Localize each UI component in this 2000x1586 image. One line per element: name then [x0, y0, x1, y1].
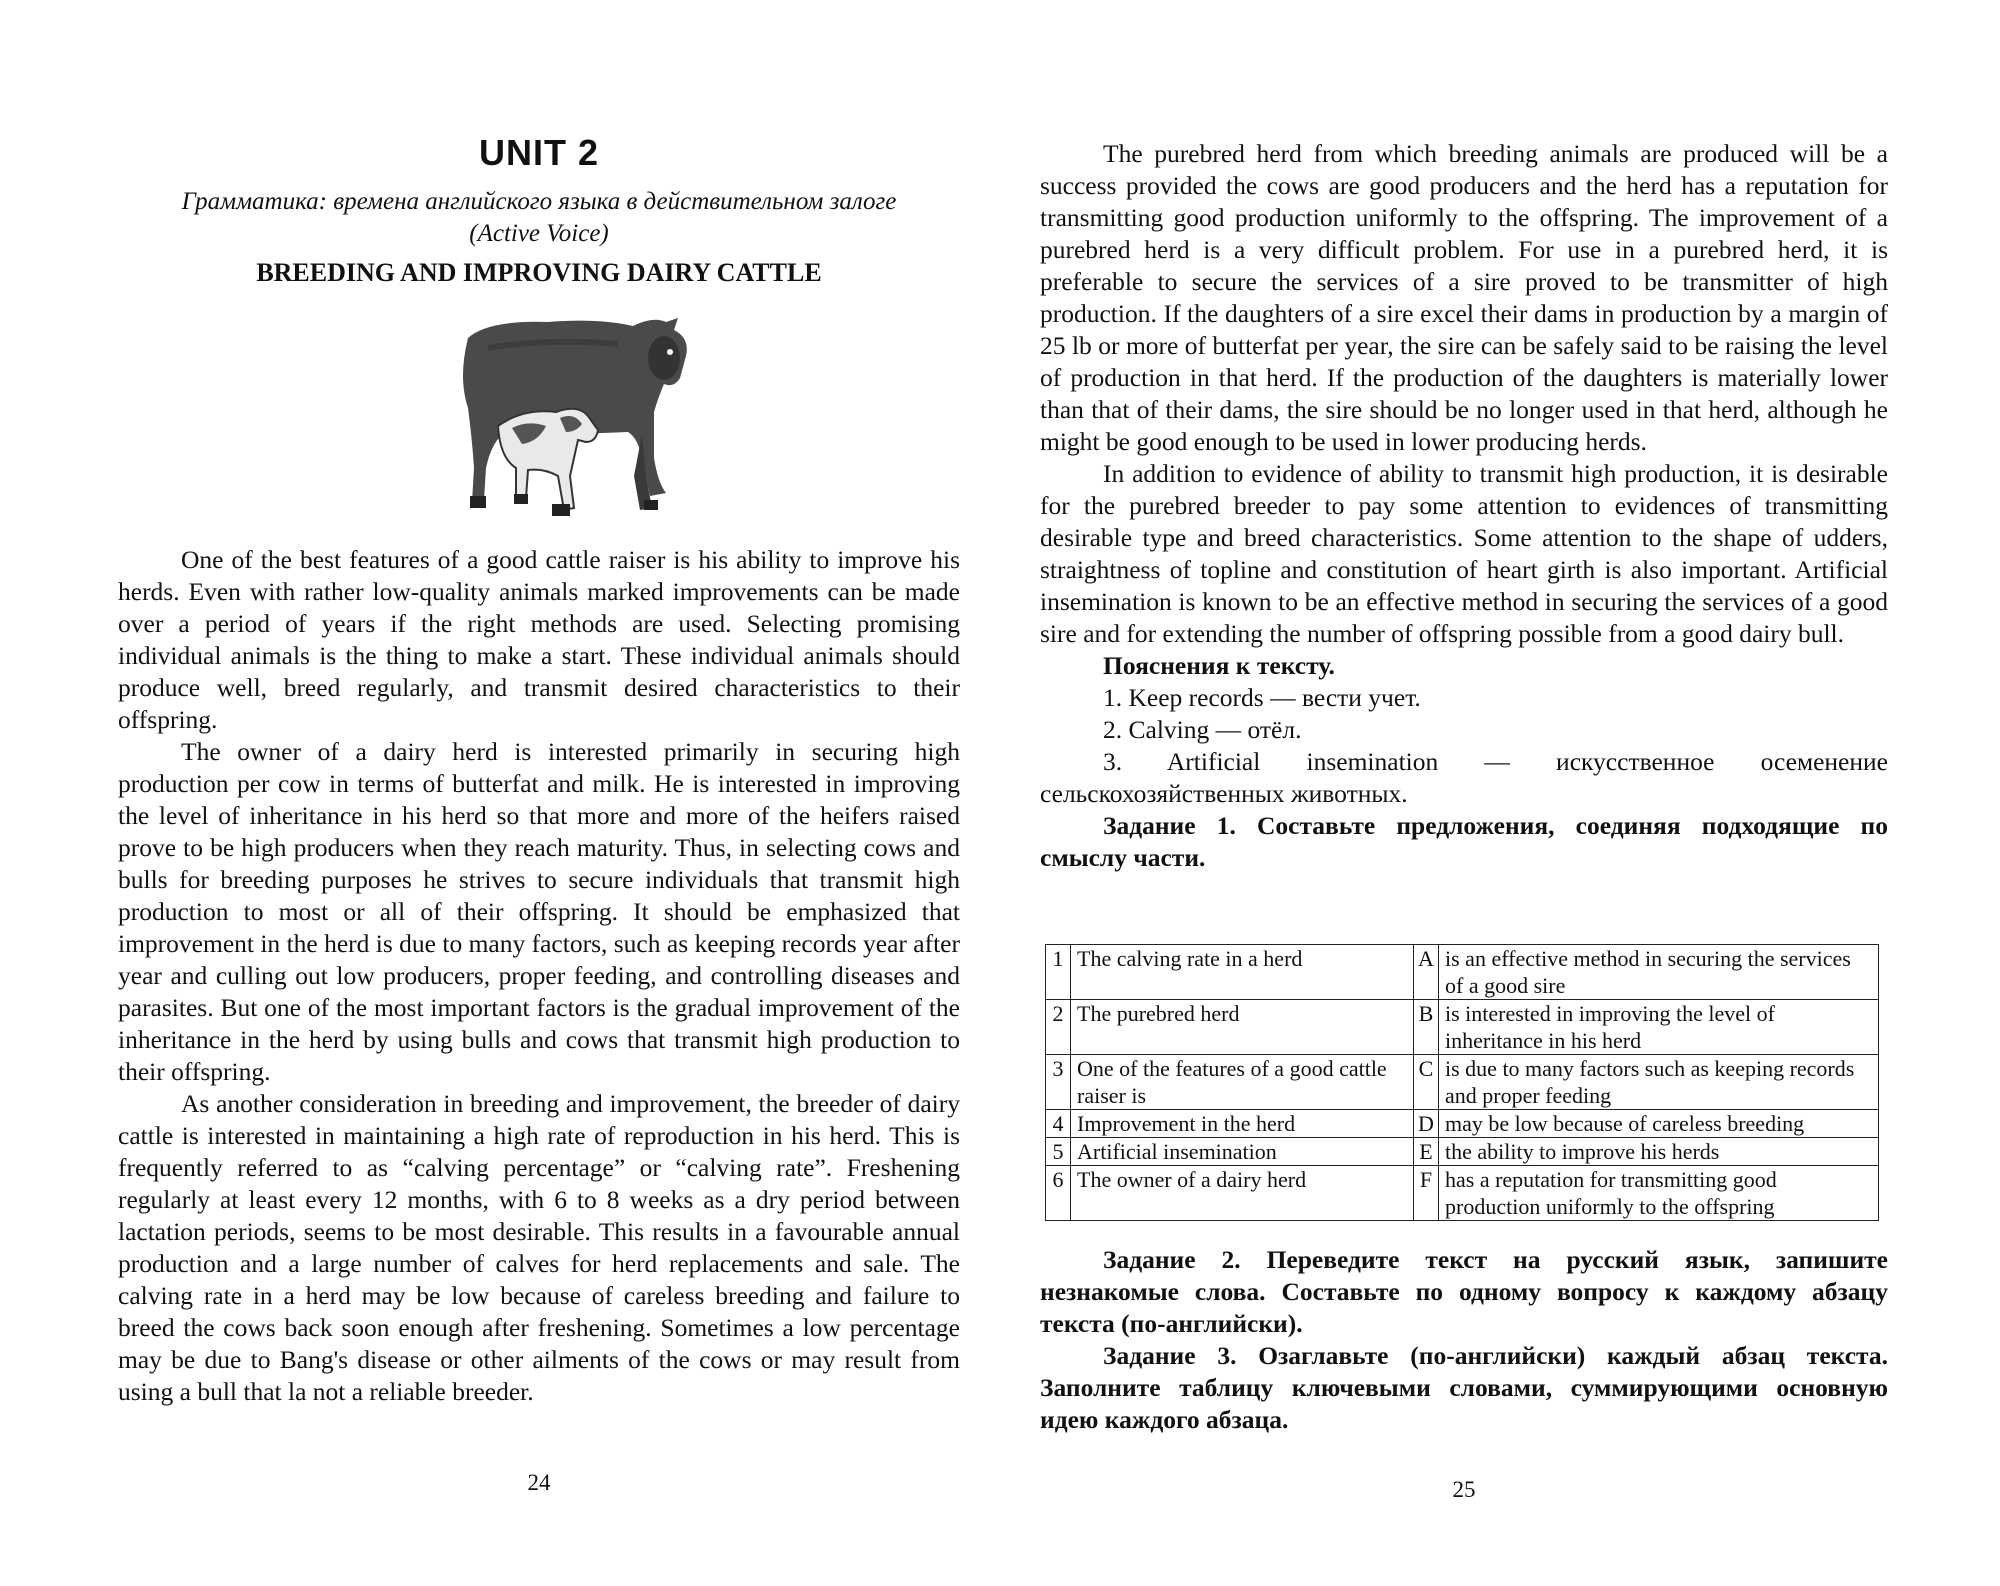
sentence-end: may be low because of careless breeding	[1439, 1110, 1879, 1138]
grammar-note-line2: (Active Voice)	[469, 220, 609, 247]
grammar-note-line1: Грамматика: времена английского языка в действительном залоге	[181, 188, 897, 215]
sentence-start: The owner of a dairy herd	[1071, 1166, 1414, 1221]
sentence-end: has a reputation for transmitting good production uniformly to the offspring	[1439, 1166, 1879, 1221]
row-number: 2	[1046, 1000, 1071, 1055]
matching-table	[1045, 944, 1879, 1221]
task-2: Задание 2. Переведите текст на русский язык, запишите незнакомые слова. Составьте по одному вопросу к каждому абзацу текста (по-английски).	[1040, 1245, 1888, 1338]
note-item: 3. Artificial insemination — искусственное осеменение сельскохозяйственных животных.	[1040, 747, 1888, 808]
cow-and-calf-illustration	[428, 308, 768, 530]
sentence-start: Improvement in the herd	[1071, 1110, 1414, 1138]
sentence-start: The purebred herd	[1071, 1000, 1414, 1055]
paragraph: As another consideration in breeding and improvement, the breeder of dairy cattle is interested in maintaining a high rate of reproduction in his herd. This is frequently referred to as “calving percentage” or “calving rate”. Freshening regularly at least every 12 months, with 6 to 8 weeks as a dry period between lactation periods, seems to be most desirable. This results in a favourable annual production and a large number of calves for herd replacements and sale. The calving rate in a herd may be low because of careless breeding and failure to breed the cows back soon enough after freshening. Sometimes a low percentage may be due to Bang's disease or other ailments of the cows or may result from using a bull that la not a reliable breeder.	[118, 1089, 960, 1406]
row-number: 3	[1046, 1055, 1071, 1110]
row-number: 4	[1046, 1110, 1071, 1138]
row-number: 6	[1046, 1166, 1071, 1221]
row-letter: A	[1414, 945, 1439, 1000]
note-item: 1. Keep records — вести учет.	[1103, 683, 1421, 712]
task-1: Задание 1. Составьте предложения, соединяя подходящие по смыслу части.	[1040, 811, 1888, 872]
table-row	[1046, 1138, 1879, 1166]
row-letter: E	[1414, 1138, 1439, 1166]
sentence-end: the ability to improve his herds	[1439, 1138, 1879, 1166]
row-letter: C	[1414, 1055, 1439, 1110]
table-row	[1046, 1166, 1879, 1221]
grammar-note	[118, 186, 960, 250]
page-number: 25	[1452, 1477, 1476, 1502]
table-row	[1046, 1000, 1879, 1055]
right-body-text	[1040, 138, 1888, 874]
row-letter: B	[1414, 1000, 1439, 1055]
sentence-end: is interested in improving the level of inheritance in his herd	[1439, 1000, 1879, 1055]
table-row	[1046, 1055, 1879, 1110]
row-number: 1	[1046, 945, 1071, 1000]
sentence-end: is due to many factors such as keeping records and proper feeding	[1439, 1055, 1879, 1110]
sentence-start: One of the features of a good cattle raiser is	[1071, 1055, 1414, 1110]
row-letter: F	[1414, 1166, 1439, 1221]
left-body-text	[118, 544, 960, 1408]
page-number: 24	[527, 1470, 551, 1495]
sentence-end: is an effective method in securing the services of a good sire	[1439, 945, 1879, 1000]
table-row	[1046, 1110, 1879, 1138]
unit-title: UNIT 2	[478, 132, 599, 173]
paragraph: The owner of a dairy herd is interested primarily in securing high production per cow in terms of butterfat and milk. He is interested in improving the level of inheritance in his herd so that more and more of the heifers raised prove to be high producers when they reach maturity. Thus, in selecting cows and bulls for breeding purposes he strives to secure individuals that transmit high production to most or all of their offspring. It should be emphasized that improvement in the herd is due to many factors, such as keeping records year after year and culling out low producers, proper feeding, and controlling diseases and parasites. But one of the most important factors is the gradual improvement of the inheritance in the herd by using bulls and cows that transmit high production to their offspring.	[118, 737, 960, 1086]
paragraph: In addition to evidence of ability to transmit high production, it is desirable for the purebred breeder to pay some attention to evidences of transmitting desirable type and breed characteristics. Some attention to the shape of udders, straightness of topline and constitution of heart girth is also important. Artificial insemination is known to be an effective method in securing the services of a good sire and for extending the number of offspring possible from a good dairy bull.	[1040, 459, 1888, 648]
article-title: BREEDING AND IMPROVING DAIRY CATTLE	[256, 258, 822, 287]
paragraph: One of the best features of a good cattle raiser is his ability to improve his herds. Even with rather low-quality animals marked improvements can be made over a period of years if the right methods are used. Selecting promising individual animals is the thing to make a start. These individual animals should produce well, breed regularly, and transmit desired characteristics to their offspring.	[118, 545, 960, 734]
row-number: 5	[1046, 1138, 1071, 1166]
sentence-start: The calving rate in a herd	[1071, 945, 1414, 1000]
task-3: Задание 3. Озаглавьте (по-английски) каждый абзац текста. Заполните таблицу ключевыми словами, суммирующими основную идею каждого абзаца.	[1040, 1341, 1888, 1434]
note-item: 2. Calving — отёл.	[1103, 715, 1302, 744]
row-letter: D	[1414, 1110, 1439, 1138]
paragraph: The purebred herd from which breeding animals are produced will be a success provided the cows are good producers and the herd has a reputation for transmitting good production uniformly to the offspring. The improvement of a purebred herd is a very difficult problem. For use in a purebred herd, it is preferable to secure the services of a sire proved to be transmitter of high production. If the daughters of a sire excel their dams in production by a margin of 25 lb or more of butterfat per year, the sire can be safely said to be raising the level of production in that herd. If the production of the daughters is materially lower than that of their dams, the sire should be no longer used in that herd, although he might be good enough to be used in lower producing herds.	[1040, 139, 1888, 456]
tasks-section	[1040, 1244, 1888, 1436]
sentence-start: Artificial insemination	[1071, 1138, 1414, 1166]
table-row	[1046, 945, 1879, 1000]
notes-heading: Пояснения к тексту.	[1103, 651, 1335, 680]
